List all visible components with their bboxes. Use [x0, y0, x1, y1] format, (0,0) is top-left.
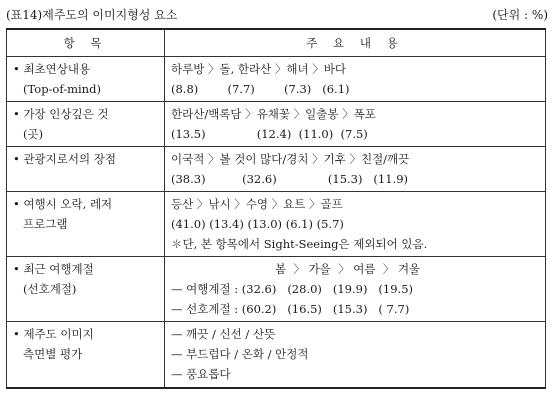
table-row: [7, 192, 546, 257]
row-label-line: (선호계절): [23, 282, 77, 296]
row-label-line: • 제주도 이미지: [13, 327, 94, 341]
table-row: [7, 57, 546, 102]
row-label: [7, 102, 165, 147]
row-label-line: (Top-of-mind): [23, 82, 101, 96]
row-label-line: • 여행시 오락, 레저: [13, 197, 113, 211]
content-line: (13.5) (12.4) (11.0) (7.5): [171, 127, 368, 141]
row-label-line: • 최근 여행계절: [13, 262, 94, 276]
content-line: — 여행계절 : (32.6) (28.0) (19.9) (19.5): [171, 282, 413, 296]
row-content: [165, 322, 546, 388]
row-label-line: (곳): [23, 127, 44, 141]
row-label-line: • 최초연상내용: [13, 62, 91, 76]
content-line: — 깨끗 / 신선 / 산뜻: [171, 327, 276, 341]
column-header-item: 항 목: [7, 29, 165, 57]
footnote-line: ✽단, 본 항목에서 Sight-Seeing은 제외되어 있음.: [171, 237, 428, 251]
content-line: 이국적 〉볼 것이 많다/경치 〉기후 〉친절/깨끗: [171, 152, 410, 166]
content-line: (38.3) (32.6) (15.3) (11.9): [171, 172, 409, 186]
row-label: [7, 322, 165, 388]
row-label: [7, 57, 165, 102]
image-factor-table: [6, 28, 546, 389]
table-row: [7, 322, 546, 388]
content-line: — 선호계절 : (60.2) (16.5) (15.3) ( 7.7): [171, 302, 410, 316]
content-line: (8.8) (7.7) (7.3) (6.1): [171, 82, 350, 96]
content-line: 한라산/백록담 〉유채꽃 〉일출봉 〉폭포: [171, 107, 376, 121]
table-row: [7, 102, 546, 147]
row-label-line: • 가장 인상깊은 것: [13, 107, 109, 121]
row-label-line: • 관광지로서의 장점: [13, 152, 116, 166]
row-label: [7, 147, 165, 192]
row-content: [165, 192, 546, 257]
content-line: — 풍요롭다: [171, 367, 231, 381]
content-line: 봄 〉 가을 〉 여름 〉 겨울: [275, 262, 421, 276]
content-line: 등산 〉낚시 〉수영 〉요트 〉골프: [171, 197, 343, 211]
row-content: [165, 57, 546, 102]
row-content: [165, 147, 546, 192]
row-label: [7, 192, 165, 257]
row-content: [165, 257, 546, 322]
table-row: [7, 147, 546, 192]
row-content: [165, 102, 546, 147]
content-line: 하루방 〉돌, 한라산 〉해녀 〉바다: [171, 62, 346, 76]
row-label-line: 프로그램: [23, 217, 68, 231]
row-label-line: 측면별 평가: [23, 347, 83, 361]
content-line: — 부드럽다 / 온화 / 안정적: [171, 347, 309, 361]
table-row: [7, 257, 546, 322]
unit-label: (단위 : %): [492, 8, 548, 22]
column-header-content: 주 요 내 용: [165, 29, 546, 57]
table-title: (표14)제주도의 이미지형성 요소: [6, 8, 178, 22]
content-line: (41.0) (13.4) (13.0) (6.1) (5.7): [171, 217, 344, 231]
table-header-row: [7, 29, 546, 57]
row-label: [7, 257, 165, 322]
